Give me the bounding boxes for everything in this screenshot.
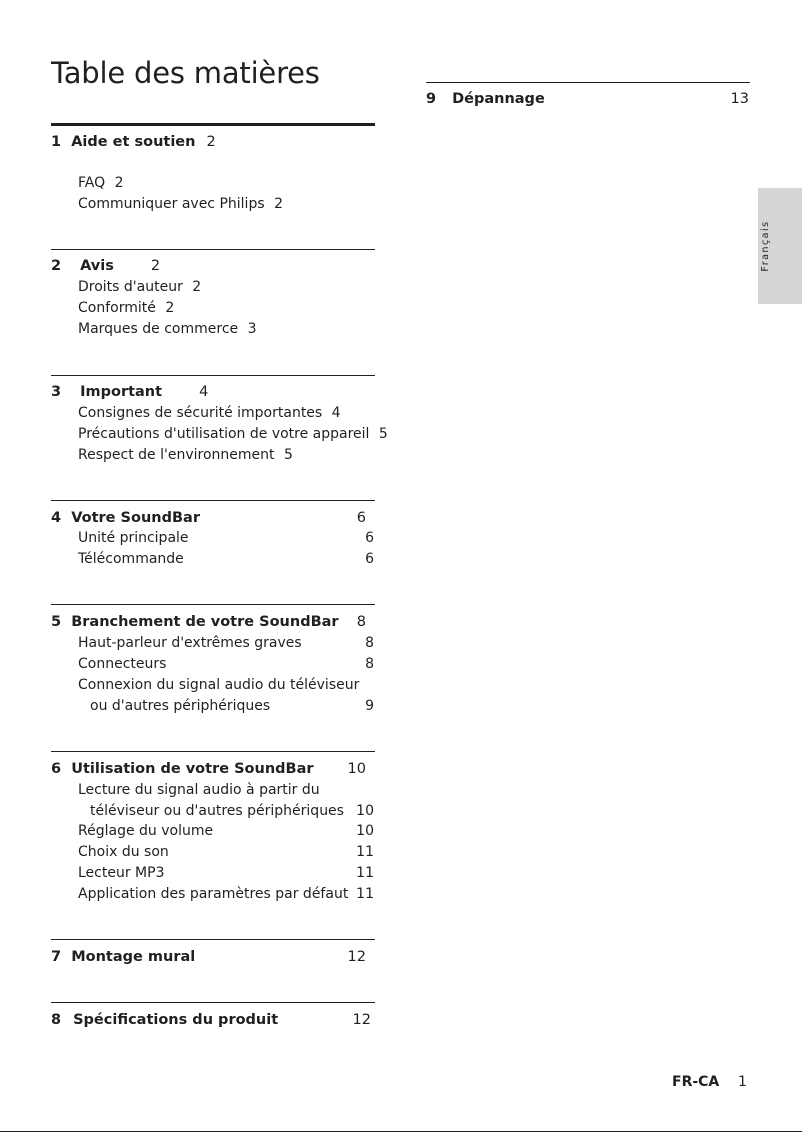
item-page: 9 — [365, 698, 374, 714]
toc-item[interactable] — [78, 844, 169, 860]
item-page: 6 — [365, 551, 374, 567]
chapter-page: 2 — [206, 134, 216, 150]
item-page: 8 — [365, 635, 374, 651]
toc-item-continued[interactable] — [90, 698, 270, 714]
item-text: téléviseur ou d'autres périphériques — [90, 803, 344, 819]
chapter-number: 8 — [51, 1012, 62, 1028]
toc-chapter-5[interactable] — [51, 614, 339, 630]
toc-item[interactable] — [78, 782, 320, 798]
chapter-title: Montage mural — [71, 949, 196, 965]
section-divider — [426, 82, 750, 83]
toc-chapter-4[interactable] — [51, 510, 200, 526]
toc-chapter-3[interactable] — [51, 384, 208, 400]
section-divider — [51, 604, 375, 605]
chapter-title: Aide et soutien — [71, 134, 196, 150]
section-divider — [51, 751, 375, 752]
toc-item[interactable] — [78, 551, 184, 567]
toc-item-continued[interactable] — [90, 803, 344, 819]
item-page: 6 — [365, 530, 374, 546]
toc-item[interactable] — [78, 447, 293, 463]
item-text: Réglage du volume — [78, 823, 214, 839]
chapter-title: Votre SoundBar — [71, 510, 200, 526]
item-page: 10 — [356, 823, 374, 839]
item-page: 2 — [274, 196, 283, 212]
section-divider — [51, 375, 375, 376]
toc-item[interactable] — [78, 300, 174, 316]
toc-item[interactable] — [78, 426, 388, 442]
chapter-title: Dépannage — [452, 91, 545, 107]
chapter-number: 4 — [51, 510, 62, 526]
item-text: Respect de l'environnement — [78, 447, 275, 463]
chapter-number: 6 — [51, 761, 62, 777]
item-page: 2 — [165, 300, 175, 316]
toc-item[interactable] — [78, 865, 164, 881]
chapter-title: Branchement de votre SoundBar — [71, 614, 339, 630]
section-divider — [51, 939, 375, 940]
toc-item[interactable] — [78, 677, 359, 693]
toc-item[interactable] — [78, 635, 302, 651]
chapter-number: 3 — [51, 384, 62, 400]
item-text: Marques de commerce — [78, 321, 239, 337]
footer-locale-code: FR-CA — [672, 1074, 720, 1090]
item-page: 5 — [378, 426, 388, 442]
toc-chapter-7[interactable] — [51, 949, 195, 965]
chapter-page: 8 — [356, 614, 366, 630]
item-text: Choix du son — [78, 844, 169, 860]
footer-page-number: 1 — [738, 1074, 747, 1090]
item-text: Lecture du signal audio à partir du — [78, 782, 320, 798]
chapter-page: 4 — [199, 384, 209, 400]
item-text: Droits d'auteur — [78, 279, 183, 295]
item-text: Conformité — [78, 300, 156, 316]
bottom-rule — [0, 1131, 802, 1132]
chapter-number: 1 — [51, 134, 62, 150]
toc-item[interactable] — [78, 175, 124, 191]
section-divider — [51, 1002, 375, 1003]
language-tab-label: Français — [760, 220, 771, 272]
chapter-number: 7 — [51, 949, 62, 965]
item-text: Application des paramètres par défaut — [78, 886, 349, 902]
item-text: Unité principale — [78, 530, 189, 546]
item-text: Précautions d'utilisation de votre appareil — [78, 426, 370, 442]
item-page: 11 — [356, 865, 374, 881]
chapter-title: Avis — [80, 258, 114, 274]
page-title: Table des matières — [51, 56, 320, 90]
chapter-page: 6 — [356, 510, 366, 526]
chapter-page: 12 — [347, 949, 366, 965]
chapter-page: 12 — [352, 1012, 371, 1028]
chapter-number: 9 — [426, 91, 437, 107]
toc-item[interactable] — [78, 530, 189, 546]
chapter-page: 2 — [150, 258, 161, 274]
item-text: Lecteur MP3 — [78, 865, 165, 881]
section-divider — [51, 249, 375, 250]
chapter-title: Important — [80, 384, 163, 400]
toc-chapter-1[interactable] — [51, 134, 216, 150]
section-divider — [51, 500, 375, 501]
item-text: Haut-parleur d'extrêmes graves — [78, 635, 302, 651]
toc-item[interactable] — [78, 405, 341, 421]
item-page: 3 — [247, 321, 257, 337]
toc-item[interactable] — [78, 196, 283, 212]
item-page: 4 — [331, 405, 341, 421]
item-text: Communiquer avec Philips — [78, 196, 265, 212]
chapter-page: 10 — [347, 761, 366, 777]
title-rule — [51, 123, 375, 126]
toc-chapter-9[interactable] — [426, 91, 545, 107]
item-page: 8 — [365, 656, 374, 672]
chapter-number: 5 — [51, 614, 62, 630]
item-page: 11 — [356, 844, 374, 860]
item-text: Télécommande — [78, 551, 184, 567]
chapter-number: 2 — [51, 258, 62, 274]
item-page: 2 — [114, 175, 124, 191]
toc-item[interactable] — [78, 279, 201, 295]
toc-chapter-6[interactable] — [51, 761, 314, 777]
item-text: Connecteurs — [78, 656, 167, 672]
toc-item[interactable] — [78, 321, 257, 337]
item-page: 2 — [192, 279, 202, 295]
item-text: Consignes de sécurité importantes — [78, 405, 323, 421]
toc-item[interactable] — [78, 823, 213, 839]
item-page: 5 — [283, 447, 293, 463]
chapter-title: Spécifications du produit — [73, 1012, 279, 1028]
chapter-page: 13 — [730, 91, 749, 107]
item-page: 11 — [356, 886, 374, 902]
toc-chapter-8[interactable] — [51, 1012, 278, 1028]
item-text: ou d'autres périphériques — [90, 698, 271, 714]
toc-chapter-2[interactable] — [51, 258, 160, 274]
item-page: 10 — [356, 803, 374, 819]
item-text: Connexion du signal audio du téléviseur — [78, 677, 360, 693]
chapter-title: Utilisation de votre SoundBar — [71, 761, 314, 777]
item-text: FAQ — [78, 175, 106, 191]
toc-item[interactable] — [78, 886, 348, 902]
toc-item[interactable] — [78, 656, 166, 672]
